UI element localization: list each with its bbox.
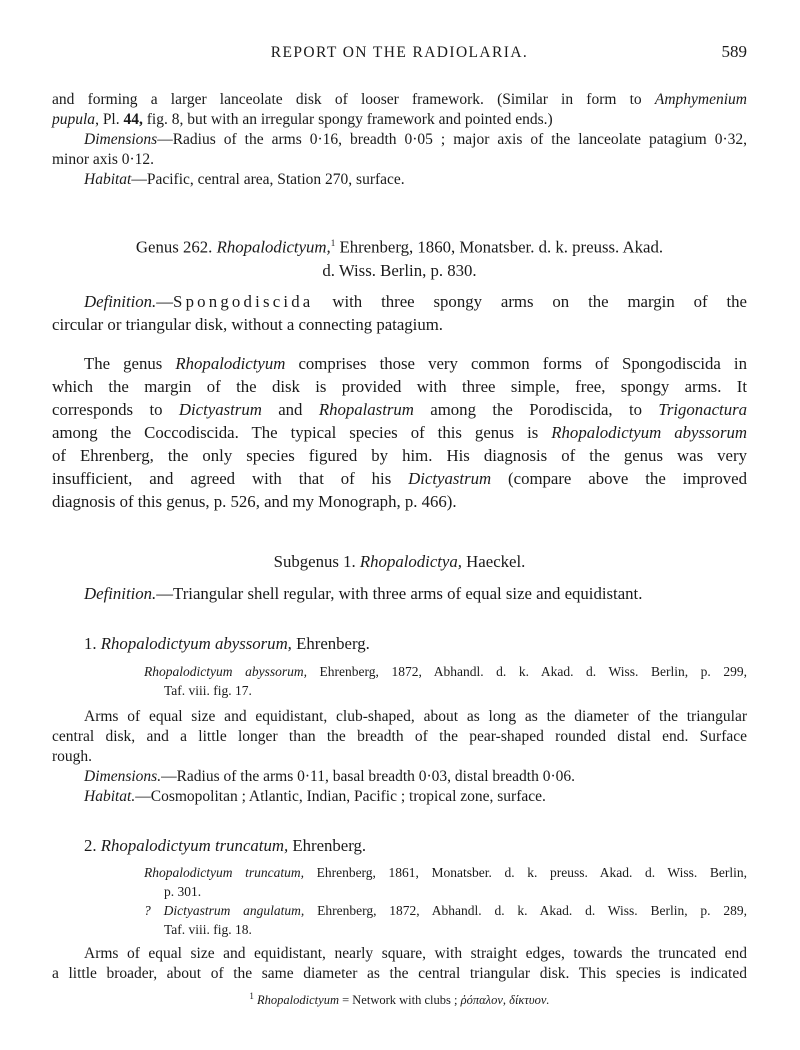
running-title: REPORT ON THE RADIOLARIA. [270,44,529,61]
footnote-mark: 1 [249,991,254,1001]
text-line: Definition.—Spongodiscida with three spongy arms on the margin of the [84,292,747,311]
text-line: minor axis 0·12. [52,151,155,168]
genus-description [52,352,747,513]
genus-definition [52,290,747,336]
text-line: insufficient, and agreed with that of his Dictyastrum (compare above the improved [52,469,747,488]
text-line: rough. [52,748,93,765]
habitat-line: Habitat.—Cosmopolitan ; Atlantic, Indian, Pacific ; tropical zone, surface. [84,788,546,805]
subgenus-heading [52,550,747,573]
species-1-heading [52,632,747,655]
synonym-line: Taf. viii. fig. 18. [164,922,252,937]
text-line: diagnosis of this genus, p. 526, and my Monograph, p. 466). [52,492,457,511]
text-line: a little broader, about of the same diameter as the central triangular disk. This species is indicated [52,965,747,982]
species-title: 1. Rhopalodictyum abyssorum, Ehrenberg. [84,634,370,653]
footnote [52,991,747,1008]
species-title: 2. Rhopalodictyum truncatum, Ehrenberg. [84,836,367,855]
previous-species-continuation [52,90,747,190]
text-line: The genus Rhopalodictyum comprises those very common forms of Spongodiscida in [84,354,747,373]
species-2-description [52,944,747,984]
synonym-line: Taf. viii. fig. 17. [164,683,252,698]
dimensions-line: Dimensions—Radius of the arms 0·16, breadth 0·05 ; major axis of the lanceolate patagium 0·32, [84,131,747,148]
habitat-line: Habitat—Pacific, central area, Station 270, surface. [84,171,405,188]
footnote-text: = Network with clubs ; [338,993,461,1008]
text-line: Definition.—Triangular shell regular, with three arms of equal size and equidistant. [84,584,643,603]
text-line: circular or triangular disk, without a connecting patagium. [52,315,443,334]
species-1-description [52,707,747,807]
synonym-line: Rhopalodictyum abyssorum, Ehrenberg, 1872, Abhandl. d. k. Akad. d. Wiss. Berlin, p. 299, [144,664,747,679]
synonym-line: p. 301. [164,884,202,899]
synonym-line: ? Dictyastrum angulatum, Ehrenberg, 1872, Abhandl. d. k. Akad. d. Wiss. Berlin, p. 289, [144,903,747,918]
genus-title: Genus 262. Rhopalodictyum,$^1$ Ehrenberg, 1860, Monatsber. d. k. preuss. Akad. [135,237,664,257]
page-header [52,44,747,72]
species-2-heading [52,834,747,857]
species-2-synonymy [52,863,747,939]
subgenus-title: Subgenus 1. Rhopalodictya, Haeckel. [273,552,526,571]
text-line: and forming a larger lanceolate disk of looser framework. (Similar in form to Amphymenium [52,91,747,108]
synonym-line: Rhopalodictyum truncatum, Ehrenberg, 1861, Monatsber. d. k. preuss. Akad. d. Wiss. Berlin, [144,865,747,880]
genus-citation: d. Wiss. Berlin, p. 830. [322,260,477,280]
page-number: 589 [721,42,747,61]
text-line: of Ehrenberg, the only species figured by him. His diagnosis of the genus was very [52,446,747,465]
text-line: Arms of equal size and equidistant, nearly square, with straight edges, towards the truncated end [84,945,747,962]
dimensions-line: Dimensions.—Radius of the arms 0·11, basal breadth 0·03, distal breadth 0·06. [84,768,576,785]
species-1-synonymy [52,662,747,700]
footnote-term: Rhopalodictyum [257,993,339,1008]
genus-heading [52,232,747,282]
footnote-greek: ῥόπαλον, δίκτυον. [460,993,550,1008]
text-line: pupula, Pl. 44, fig. 8, but with an irregular spongy framework and pointed ends.) [52,111,553,128]
subgenus-definition [52,582,747,605]
text-line: Arms of equal size and equidistant, club-shaped, about as long as the diameter of the triangular [84,708,747,725]
text-line: central disk, and a little longer than the breadth of the pear-shaped rounded distal end. Surface [52,728,747,745]
text-line: among the Coccodiscida. The typical species of this genus is Rhopalodictyum abyssorum [52,423,747,442]
text-line: corresponds to Dictyastrum and Rhopalastrum among the Porodiscida, to Trigonactura [52,400,748,419]
text-line: which the margin of the disk is provided with three simple, free, spongy arms. It [52,377,747,396]
